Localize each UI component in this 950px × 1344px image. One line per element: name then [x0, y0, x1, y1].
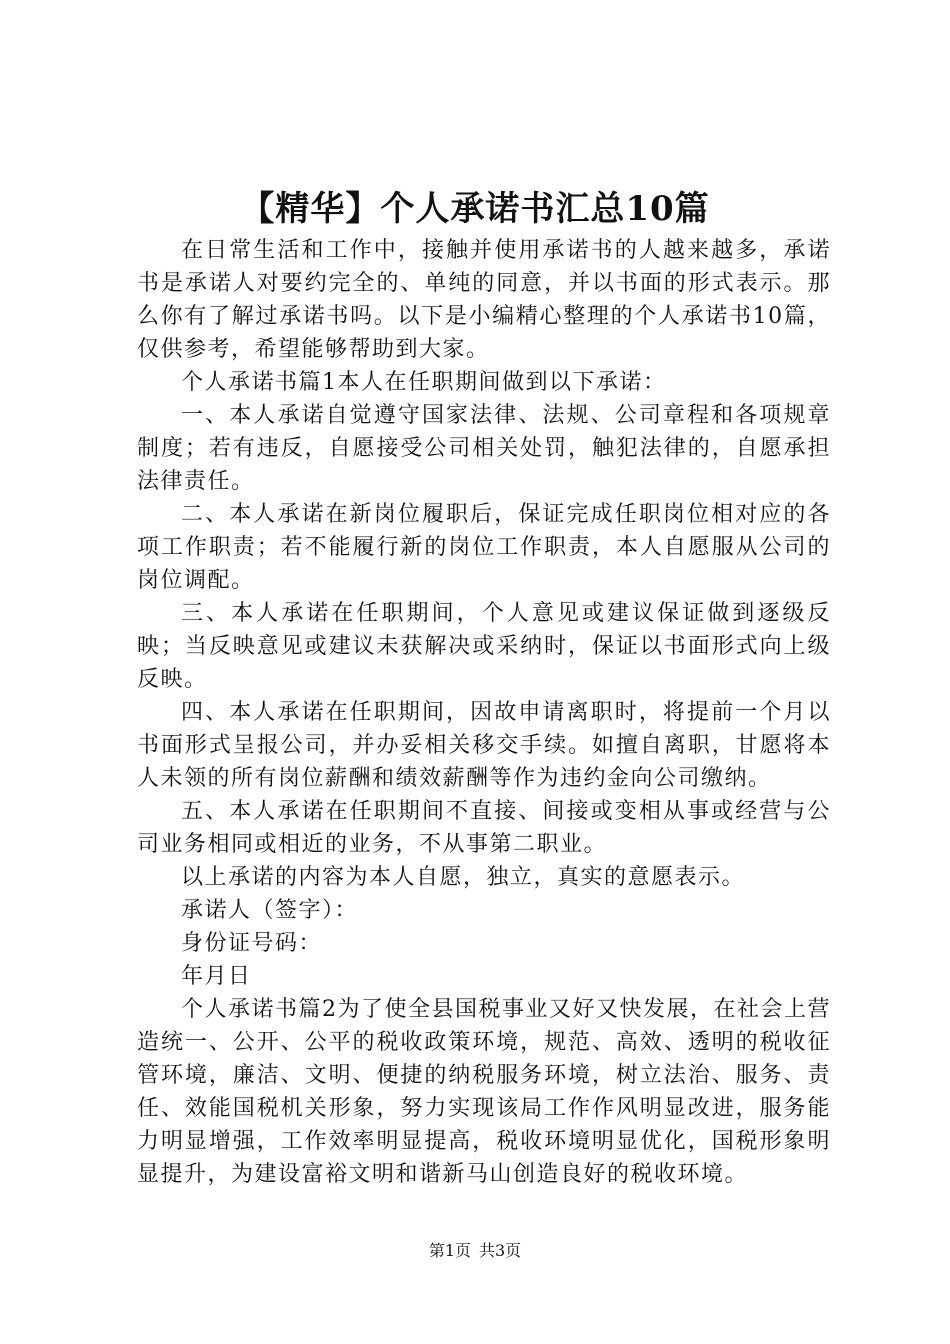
- date-line: 年月日: [181, 964, 252, 989]
- commitment-2-paragraph: 个人承诺书篇2为了使全县国税事业又好又快发展，在社会上营造统一、公开、公平的税收政策环境，规范、高效、透明的税收征管环境，廉洁、文明、便捷的纳税服务环境，树立法治、服务、责任、效能国税机关形象，努力实现该局工作作风明显改进，服务能力明显增强，工作效率明显提高，税收环境明显优化，国税形象明显提升，为建设富裕文明和谐新马山创造良好的税收环境。: [137, 997, 831, 1187]
- page-footer: [0, 1239, 950, 1263]
- document-body: [137, 234, 831, 1191]
- commitment-item-3: 三、本人承诺在任职期间，个人意见或建议保证做到逐级反映；当反映意见或建议未获解决或采纳时，保证以书面形式向上级反映。: [137, 601, 831, 692]
- commitment-statement: 以上承诺的内容为本人自愿，独立，真实的意愿表示。: [181, 865, 746, 890]
- commitment-item-1: 一、本人承诺自觉遵守国家法律、法规、公司章程和各项规章制度；若有违反，自愿接受公司相关处罚，触犯法律的，自愿承担法律责任。: [137, 403, 831, 494]
- commitment-item-5: 五、本人承诺在任职期间不直接、间接或变相从事或经营与公司业务相同或相近的业务，不从事第二职业。: [137, 799, 831, 857]
- page-total: 共3页: [479, 1241, 522, 1260]
- intro-paragraph: 在日常生活和工作中，接触并使用承诺书的人越来越多，承诺书是承诺人对要约完全的、单纯的同意，并以书面的形式表示。那么你有了解过承诺书吗。以下是小编精心整理的个人承诺书10篇，仅供参考，希望能够帮助到大家。: [137, 238, 831, 362]
- signer-line: 承诺人（签字）：: [181, 898, 359, 923]
- page-number: 第1页: [428, 1241, 471, 1260]
- document-title: 【精华】个人承诺书汇总10篇: [240, 189, 710, 229]
- commitment-item-4: 四、本人承诺在任职期间，因故申请离职时，将提前一个月以书面形式呈报公司，并办妥相关移交手续。如擅自离职，甘愿将本人未领的所有岗位薪酬和绩效薪酬等作为违约金向公司缴纳。: [137, 700, 831, 791]
- commitment-item-2: 二、本人承诺在新岗位履职后，保证完成任职岗位相对应的各项工作职责；若不能履行新的岗位工作职责，本人自愿服从公司的岗位调配。: [137, 502, 831, 593]
- id-number-line: 身份证号码：: [181, 931, 323, 956]
- commitment-1-heading: 个人承诺书篇1本人在任职期间做到以下承诺：: [181, 370, 667, 395]
